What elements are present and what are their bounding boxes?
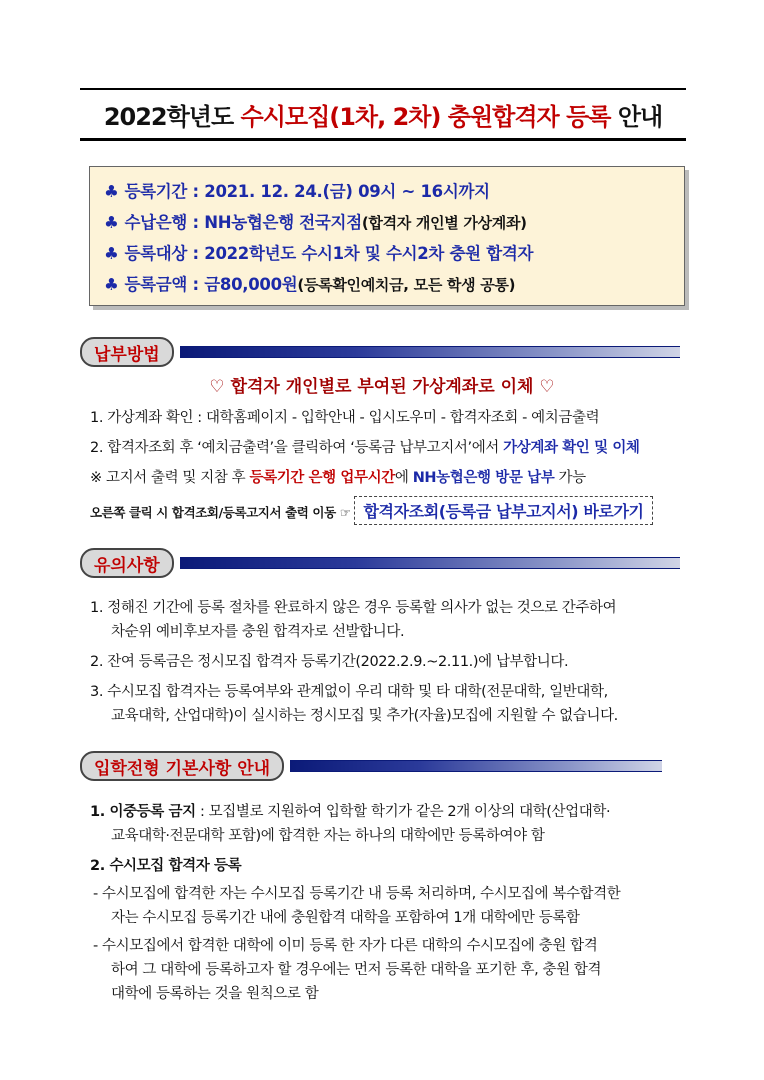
- payment-note-bank: NH농협은행 방문 납부: [412, 470, 555, 486]
- info-label: 등록대상 :: [124, 244, 199, 263]
- registration-info-box: [89, 166, 685, 306]
- section-basics-header: [80, 752, 662, 780]
- payment-step-2-text: 2. 합격자조회 후 ‘예치금출력’을 클릭하여 ‘등록금 납부고지서’에서: [90, 440, 499, 456]
- title-highlight: 수시모집(1차, 2차) 충원합격자: [240, 102, 559, 131]
- note-item-3a: 3. 수시모집 합격자는 등록여부와 관계없이 우리 대학 및 타 대학(전문대학, 일반대학,: [90, 684, 608, 700]
- note-item-1b: 차순위 예비후보자를 충원 합격자로 선발합니다.: [111, 624, 405, 640]
- payment-note-end: 가능: [558, 470, 586, 486]
- info-row-period: [104, 176, 684, 207]
- title-guide: 안내: [617, 102, 663, 131]
- section-divider-bar: [290, 760, 662, 772]
- payment-subheading: ♡ 합격자 개인별로 부여된 가상계좌로 이체 ♡: [209, 377, 555, 397]
- club-icon: ♣: [104, 244, 119, 263]
- info-value: 2021. 12. 24.(금) 09시 ~ 16시까지: [204, 182, 490, 201]
- basics-dash-1b: 자는 수시모집 등록기간 내에 충원합격 대학을 포함하여 1개 대학에만 등록함: [111, 910, 580, 926]
- basics-dash-2b: 하여 그 대학에 등록하고자 할 경우에는 먼저 등록한 대학을 포기한 후, 충원 합격: [111, 962, 602, 978]
- link-row: [90, 496, 653, 525]
- payment-note-text: ※ 고지서 출력 및 지참 후: [90, 470, 246, 486]
- basics-dash-2c: 대학에 등록하는 것을 원칙으로 함: [111, 986, 319, 1002]
- section-divider-bar: [180, 557, 680, 569]
- info-row-amount: [104, 269, 684, 300]
- payment-step-1: 1. 가상계좌 확인 : 대학홈페이지 - 입학안내 - 입시도우미 - 합격자조회 - 예치금출력: [90, 410, 600, 426]
- info-value: 2022학년도 수시1차 및 수시2차 충원 합격자: [204, 244, 534, 263]
- title-register: 등록: [566, 102, 611, 131]
- info-label: 수납은행 :: [124, 213, 199, 232]
- section-payment-header: [80, 338, 680, 366]
- info-row-bank: [104, 207, 684, 238]
- section-notes-title: 유의사항: [80, 548, 174, 578]
- info-value: 금80,000원: [204, 275, 298, 294]
- section-divider-bar: [180, 346, 680, 358]
- basics-item-1-text: : 모집별로 지원하여 입학할 학기가 같은 2개 이상의 대학(산업대학·: [199, 804, 611, 820]
- payment-step-2: [90, 436, 640, 457]
- info-value: NH농협은행 전국지점: [204, 213, 362, 232]
- payment-step-2-highlight: 가상계좌 확인 및 이체: [503, 440, 640, 456]
- section-basics-title: 입학전형 기본사항 안내: [80, 751, 284, 781]
- basics-item-1a: [90, 800, 610, 821]
- section-payment-title: 납부방법: [80, 337, 174, 367]
- link-hint: 오른쪽 클릭 시 합격조회/등록고지서 출력 이동 ☞: [90, 505, 351, 520]
- check-result-link[interactable]: 합격자조회(등록금 납부고지서) 바로가기: [354, 496, 652, 525]
- payment-note-time: 등록기간 은행 업무시간: [249, 470, 395, 486]
- title-year: 2022학년도: [103, 102, 234, 131]
- note-item-3b: 교육대학, 산업대학)이 실시하는 정시모집 및 추가(자율)모집에 지원할 수 없습니다.: [111, 708, 618, 724]
- note-item-2: 2. 잔여 등록금은 정시모집 합격자 등록기간(2022.2.9.~2.11.)에 납부합니다.: [90, 654, 569, 670]
- info-label: 등록금액 :: [124, 275, 199, 294]
- info-extra: (합격자 개인별 가상계좌): [361, 214, 527, 232]
- basics-item-1b: 교육대학·전문대학 포함)에 합격한 자는 하나의 대학에만 등록하여야 함: [111, 828, 545, 844]
- section-notes-header: [80, 549, 680, 577]
- basics-item-1-label: 1. 이중등록 금지: [90, 804, 196, 820]
- payment-note: [90, 466, 586, 487]
- info-label: 등록기간 :: [124, 182, 199, 201]
- info-row-target: [104, 238, 684, 269]
- page-title: [80, 88, 686, 141]
- basics-dash-2a: - 수시모집에서 합격한 대학에 이미 등록 한 자가 다른 대학의 수시모집에 충원 합격: [93, 938, 598, 954]
- basics-item-2-label: 2. 수시모집 합격자 등록: [90, 858, 242, 874]
- club-icon: ♣: [104, 182, 119, 201]
- club-icon: ♣: [104, 213, 119, 232]
- basics-dash-1a: - 수시모집에 합격한 자는 수시모집 등록기간 내 등록 처리하며, 수시모집에 복수합격한: [93, 886, 621, 902]
- payment-note-particle: 에: [394, 470, 409, 486]
- info-extra: (등록확인예치금, 모든 학생 공통): [297, 276, 516, 294]
- club-icon: ♣: [104, 275, 119, 294]
- note-item-1a: 1. 정해진 기간에 등록 절차를 완료하지 않은 경우 등록할 의사가 없는 것으로 간주하여: [90, 600, 617, 616]
